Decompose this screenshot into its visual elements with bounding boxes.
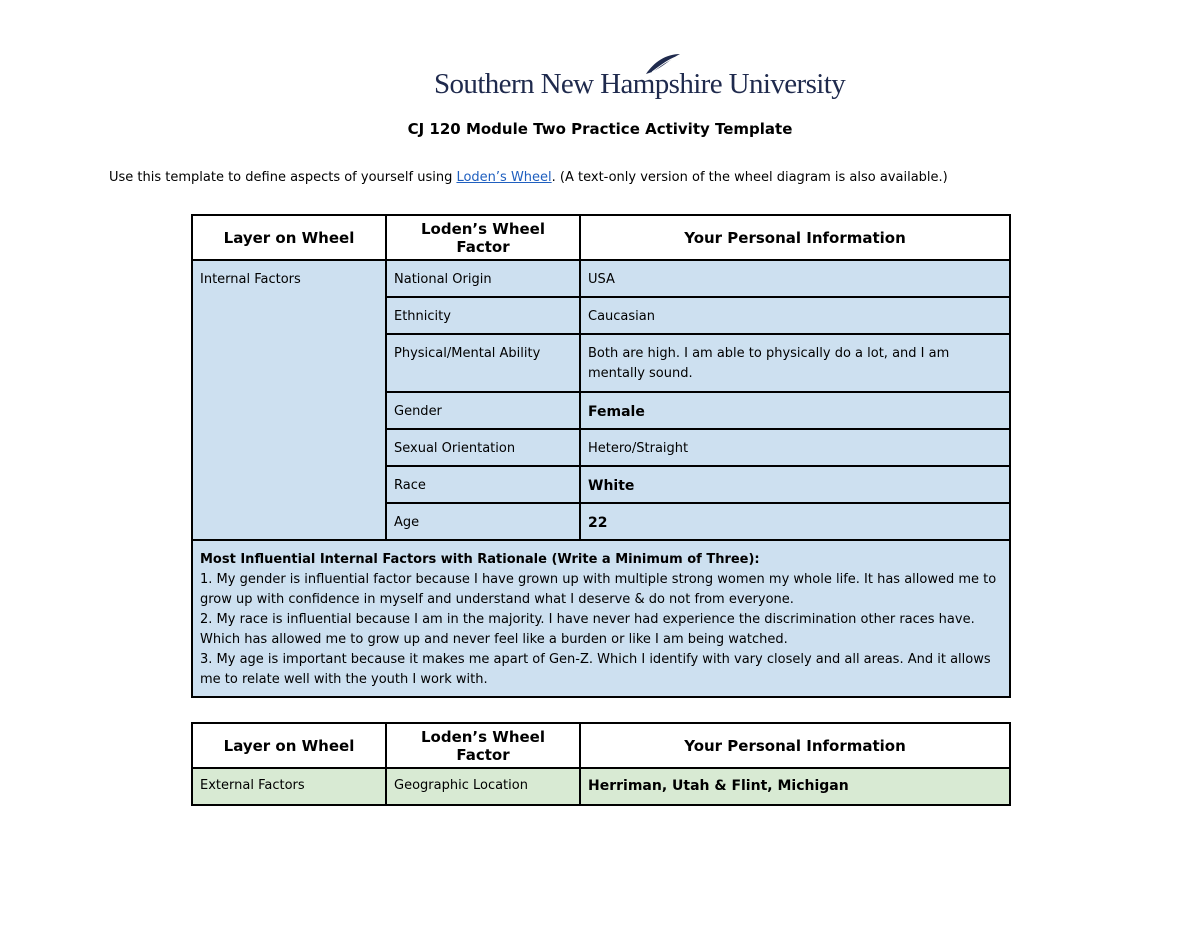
internal-factors-table <box>191 214 1011 698</box>
intro-text <box>109 170 948 185</box>
info-cell: 22 <box>580 503 1010 540</box>
info-cell: White <box>580 466 1010 503</box>
info-cell: Hetero/Straight <box>580 429 1010 466</box>
table-header-row <box>192 723 1010 768</box>
rationale-cell <box>192 540 1010 697</box>
university-logo <box>434 52 846 108</box>
factor-cell: Ethnicity <box>386 297 580 334</box>
info-cell: Both are high. I am able to physically do a lot, and I am mentally sound. <box>580 334 1010 392</box>
leaf-icon <box>642 52 682 76</box>
lodens-wheel-link[interactable]: Loden’s Wheel <box>456 170 552 185</box>
header-factor: Loden’s Wheel Factor <box>386 723 580 768</box>
layer-cell-internal: Internal Factors <box>192 260 386 540</box>
header-layer: Layer on Wheel <box>192 215 386 260</box>
info-cell: Herriman, Utah & Flint, Michigan <box>580 768 1010 805</box>
intro-prefix: Use this template to define aspects of yourself using <box>109 170 457 185</box>
external-factors-table <box>191 722 1011 806</box>
rationale-item: 1. My gender is influential factor because I have grown up with multiple strong women my whole life. It has allowed me to grow up with confidence in myself and understand what I deserve & do not from everyone. <box>200 572 997 607</box>
intro-suffix: . (A text-only version of the wheel diagram is also available.) <box>551 170 948 185</box>
header-layer: Layer on Wheel <box>192 723 386 768</box>
factor-cell: Physical/Mental Ability <box>386 334 580 392</box>
factor-cell: Age <box>386 503 580 540</box>
rationale-heading: Most Influential Internal Factors with Rationale (Write a Minimum of Three): <box>200 552 760 567</box>
info-cell: Caucasian <box>580 297 1010 334</box>
header-info: Your Personal Information <box>580 215 1010 260</box>
rationale-item: 2. My race is influential because I am in the majority. I have never had experience the discrimination other races have. Which has allowed me to grow up and never feel like a burden or like I am being watched. <box>200 612 975 647</box>
rationale-row <box>192 540 1010 697</box>
factor-cell: Sexual Orientation <box>386 429 580 466</box>
university-name: Southern New Hampshire University <box>434 68 846 100</box>
page-title: CJ 120 Module Two Practice Activity Template <box>407 120 793 138</box>
rationale-item: 3. My age is important because it makes me apart of Gen-Z. Which I identify with vary closely and all areas. And it allows me to relate well with the youth I work with. <box>200 652 991 687</box>
table-row <box>192 768 1010 805</box>
table-row <box>192 260 1010 297</box>
info-cell: USA <box>580 260 1010 297</box>
factor-cell: Geographic Location <box>386 768 580 805</box>
table-header-row <box>192 215 1010 260</box>
header-info: Your Personal Information <box>580 723 1010 768</box>
header-factor: Loden’s Wheel Factor <box>386 215 580 260</box>
factor-cell: Race <box>386 466 580 503</box>
info-cell: Female <box>580 392 1010 429</box>
layer-cell-external: External Factors <box>192 768 386 805</box>
factor-cell: Gender <box>386 392 580 429</box>
factor-cell: National Origin <box>386 260 580 297</box>
